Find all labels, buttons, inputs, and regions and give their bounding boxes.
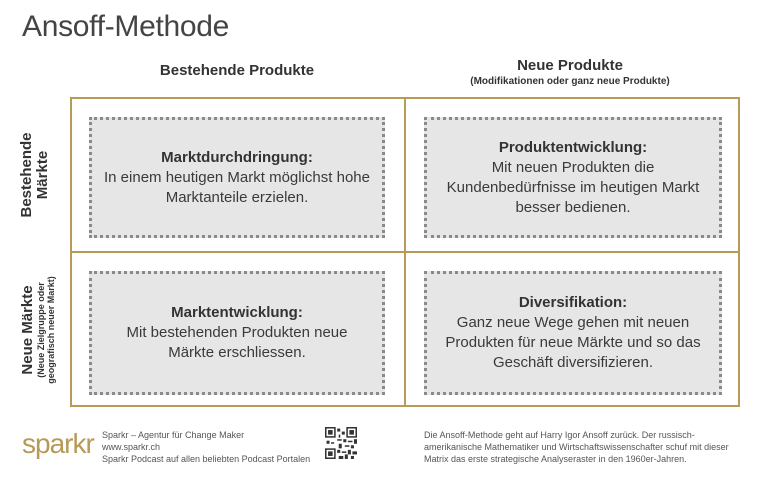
column-header-new-products [440,57,700,87]
sparkr-logo: sparkr [22,428,94,459]
row-header-label-line1: Bestehende [18,132,35,218]
row-header-label-line2: Märkte [34,150,51,200]
cell-heading: Marktentwicklung: [171,304,303,321]
cell-text: Mit neuen Produkten die Kundenbedürfnisse im heutigen Markt besser bedienen. [446,158,700,216]
row-header-new-markets [20,265,60,395]
qr-code-icon [325,427,357,459]
cell-heading: Marktdurchdringung: [161,148,313,166]
cell-market-development [89,271,385,395]
cell-text: Ganz neue Wege gehen mit neuen Produkten für neue Märkte und so das Geschäft diversifizieren. [445,314,701,371]
column-header-sublabel: (Modifikationen oder ganz neue Produkte) [470,76,670,87]
matrix-divider-horizontal [70,251,740,253]
footer-company-info: Sparkr – Agentur für Change Maker www.sparkr.ch Sparkr Podcast auf allen beliebten Podcast Portalen [102,430,311,464]
cell-market-penetration [89,117,385,238]
row-header-sublabel-line2: geografisch neuer Markt) [46,276,56,384]
column-header-existing-products [120,62,354,79]
row-header-label: Neue Märkte [19,285,36,375]
cell-text: Mit bestehenden Produkten neue Märkte erschliessen. [126,324,348,361]
column-header-label: Bestehende Produkte [159,62,315,79]
cell-product-development [424,117,722,238]
cell-heading: Diversifikation: [518,294,628,311]
footer-description: Die Ansoff-Methode geht auf Harry Igor Ansoff zurück. Der russisch- amerikanische Mathematiker und Wirtschaftswissenschafter schuf mit dieser Matrix das erste strategische Analyseraster in den 1960er-Jahren. [424,430,729,464]
cell-diversification [424,271,722,395]
cell-text: In einem heutigen Markt möglichst hohe Marktanteile erzielen. [104,168,370,206]
column-header-label: Neue Produkte [517,57,623,74]
page-title: Ansoff-Methode [22,10,230,43]
row-header-sublabel-line1: (Neue Zielgruppe oder [36,282,46,378]
row-header-existing-markets [19,115,55,235]
cell-heading: Produktentwicklung: [498,138,648,156]
